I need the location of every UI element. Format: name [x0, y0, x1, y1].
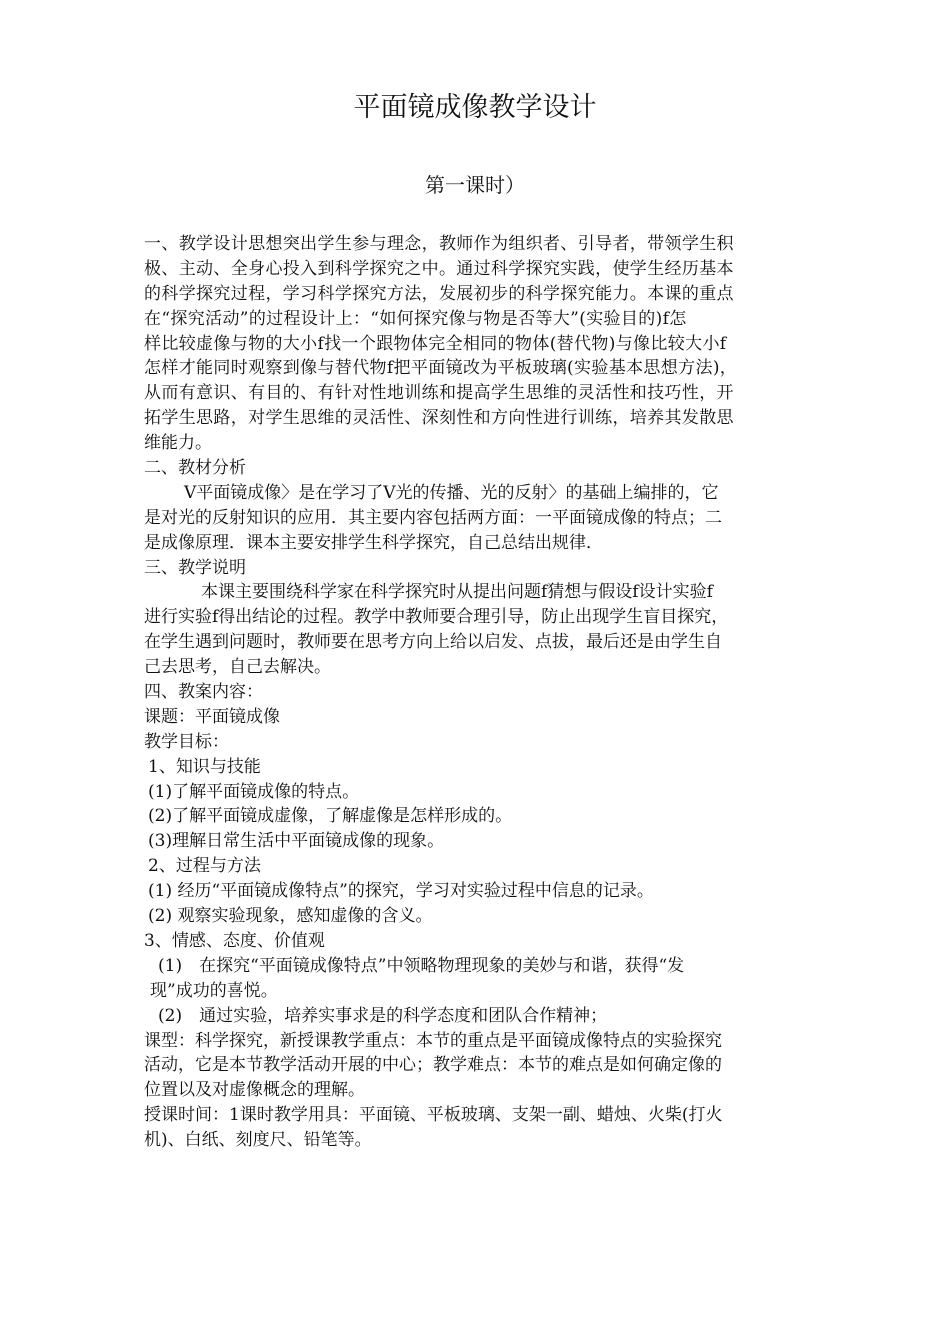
text-line: 进行实验f得出结论的过程。教学中教师要合理引导，防止出现学生盲目探究， [144, 607, 729, 628]
text-line: 怎样才能同时观察到像与替代物f把平面镜改为平板玻璃(实验基本思想方法)， [144, 358, 738, 379]
text-line: 在“探究活动”的过程设计上：“如何探究像与物是否等大”(实验目的)f怎 [144, 308, 687, 329]
list-item: (2) 通过实验，培养实事求是的科学态度和团队合作精神； [158, 1005, 608, 1026]
document-title: 平面镜成像教学设计 [353, 92, 597, 123]
text-line: 位置以及对虚像概念的理解。 [144, 1080, 365, 1101]
text-line: 授课时间：1课时教学用具：平面镜、平板玻璃、支架一副、蜡烛、火柴(打火 [144, 1105, 723, 1126]
list-item: (1) 经历“平面镜成像特点”的探究，学习对实验过程中信息的记录。 [148, 881, 654, 902]
text-line: 现”成功的喜悦。 [150, 980, 278, 1001]
list-item: 2、过程与方法 [148, 856, 261, 877]
text-line: 的科学探究过程，学习科学探究方法，发展初步的科学探究能力。本课的重点 [144, 283, 734, 304]
text-line: 本课主要围绕科学家在科学探究时从提出问题f猜想与假设f设计实验f [201, 582, 713, 603]
document-subtitle: 第一课时） [425, 173, 525, 197]
text-line: 课型：科学探究，新授课教学重点：本节的重点是平面镜成像特点的实验探究 [144, 1030, 722, 1051]
section-heading: 二、教材分析 [144, 458, 246, 479]
list-item: (3)理解日常生活中平面镜成像的现象。 [148, 831, 445, 852]
text-line: 是成像原理．课本主要安排学生科学探究，自己总结出规律． [144, 532, 603, 553]
list-item: (2)了解平面镜成虚像，了解虚像是怎样形成的。 [148, 806, 513, 827]
text-line: 课题：平面镜成像 [144, 706, 280, 727]
list-item: 1、知识与技能 [148, 756, 261, 777]
text-line: 在学生遇到问题时，教师要在思考方向上给以启发、点拔，最后还是由学生自 [144, 632, 722, 653]
text-line: 极、主动、全身心投入到科学探究之中。通过科学探究实践，使学生经历基本 [144, 258, 734, 279]
text-line: 活动，它是本节教学活动开展的中心；教学难点：本节的难点是如何确定像的 [144, 1055, 722, 1076]
text-line: 拓学生思路，对学生思维的灵活性、深刻性和方向性进行训练，培养其发散思 [144, 408, 734, 429]
text-line: 从而有意识、有目的、有针对性地训练和提高学生思维的灵活性和技巧性，开 [144, 383, 734, 404]
list-item: (2) 观察实验现象，感知虚像的含义。 [148, 906, 433, 927]
section-heading: 三、教学说明 [144, 557, 246, 578]
text-line: V平面镜成像〉是在学习了V光的传播、光的反射〉的基础上编排的，它 [184, 482, 719, 503]
text-line: 维能力。 [144, 433, 212, 454]
text-line: 机)、白纸、刻度尺、铅笔等。 [144, 1130, 372, 1151]
list-item: (1)了解平面镜成像的特点。 [148, 781, 360, 802]
list-item: (1) 在探究“平面镜成像特点”中领略物理现象的美妙与和谐，获得“发 [158, 955, 685, 976]
list-item: 3、情感、态度、价值观 [144, 930, 325, 951]
text-line: 一、教学设计思想突出学生参与理念，教师作为组织者、引导者，带领学生积 [144, 234, 734, 254]
document-body [144, 232, 804, 1153]
text-line: 是对光的反射知识的应用．其主要内容包括两方面：一平面镜成像的特点；二 [144, 507, 722, 528]
section-heading: 四、教案内容： [144, 682, 263, 703]
text-line: 样比较虚像与物的大小f找一个跟物体完全相同的物体(替代物)与像比较大小f [144, 333, 727, 354]
text-line: 己去思考，自己去解决。 [144, 657, 331, 678]
text-line: 教学目标： [144, 731, 229, 752]
